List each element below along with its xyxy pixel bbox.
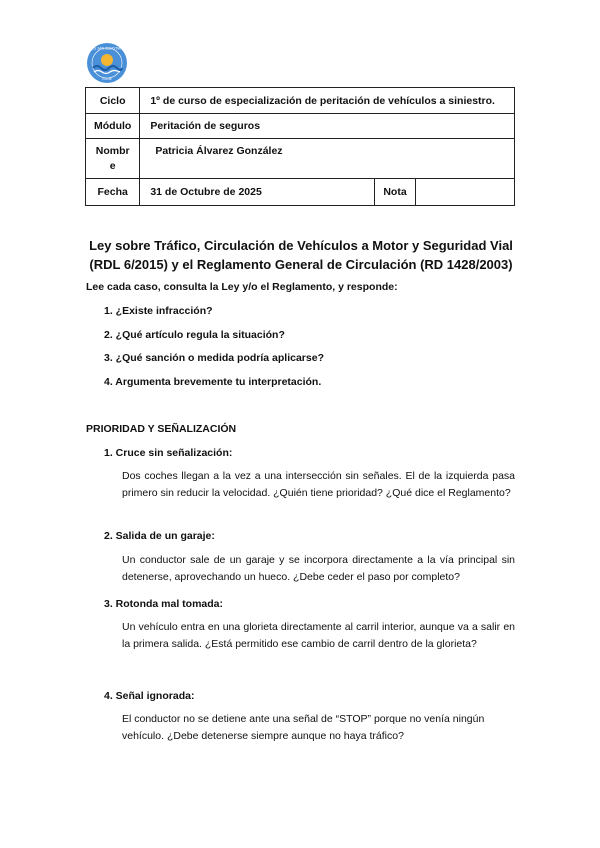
nota-label: Nota	[375, 179, 415, 206]
instructions: Lee cada caso, consulta la Ley y/o el Reglamento, y responde:	[86, 281, 398, 293]
nombre-label-line1: Nombr	[95, 144, 130, 157]
case-1-heading: 1. Cruce sin señalización:	[104, 447, 233, 459]
case-2-heading: 2. Salida de un garaje:	[104, 530, 215, 542]
ciclo-value: 1º de curso de especialización de peritación de vehículos a siniestro.	[140, 88, 515, 114]
fecha-label: Fecha	[86, 179, 140, 206]
question-2: 2. ¿Qué artículo regula la situación?	[104, 329, 285, 341]
nombre-label	[86, 139, 140, 179]
case-1-text: Dos coches llegan a la vez a una intersección sin señales. El de la izquierda pasa primero sin reducir la velocidad. ¿Quién tiene prioridad? ¿Qué dice el Reglamento?	[122, 470, 515, 499]
nombre-value	[140, 139, 515, 179]
school-logo	[86, 42, 128, 84]
case-3-text: Un vehículo entra en una glorieta directamente al carril interior, aunque va a salir en la primera salida. ¿Está permitido ese cambio de carril dentro de la glorieta?	[122, 621, 515, 650]
modulo-value: Peritación de seguros	[140, 114, 515, 139]
document-title: Ley sobre Tráfico, Circulación de Vehículos a Motor y Seguridad Vial (RDL 6/2015) y el Reglamento General de Circulación (RD 1428/2003)	[89, 238, 513, 272]
nombre-label-line2: e	[109, 159, 116, 172]
case-2-text: Un conductor sale de un garaje y se incorpora directamente a la vía principal sin detenerse, aprovechando un hueco. ¿Debe ceder el paso por completo?	[122, 554, 515, 583]
question-3: 3. ¿Qué sanción o medida podría aplicarse?	[104, 352, 324, 364]
case-4-text: El conductor no se detiene ante una señal de “STOP” porque no venía ningún vehículo. ¿Debe detenerse siempre aunque no haya tráfico?	[122, 713, 485, 742]
section-title: PRIORIDAD Y SEÑALIZACIÓN	[86, 423, 237, 435]
question-4: 4. Argumenta brevemente tu interpretación.	[104, 376, 322, 388]
header-table	[85, 87, 515, 206]
fecha-value: 31 de Octubre de 2025	[140, 179, 375, 206]
svg-text:IES SAN SEBASTIÁN: IES SAN SEBASTIÁN	[91, 46, 123, 51]
case-4-heading: 4. Señal ignorada:	[104, 690, 195, 702]
ciclo-label: Ciclo	[86, 88, 140, 114]
question-1: 1. ¿Existe infracción?	[104, 305, 213, 317]
case-3-heading: 3. Rotonda mal tomada:	[104, 598, 224, 610]
modulo-label: Módulo	[86, 114, 140, 139]
nombre-value-text: Patricia Álvarez González	[155, 145, 283, 157]
svg-text:CÁDIZ: CÁDIZ	[102, 77, 112, 81]
nota-value[interactable]	[415, 179, 514, 206]
